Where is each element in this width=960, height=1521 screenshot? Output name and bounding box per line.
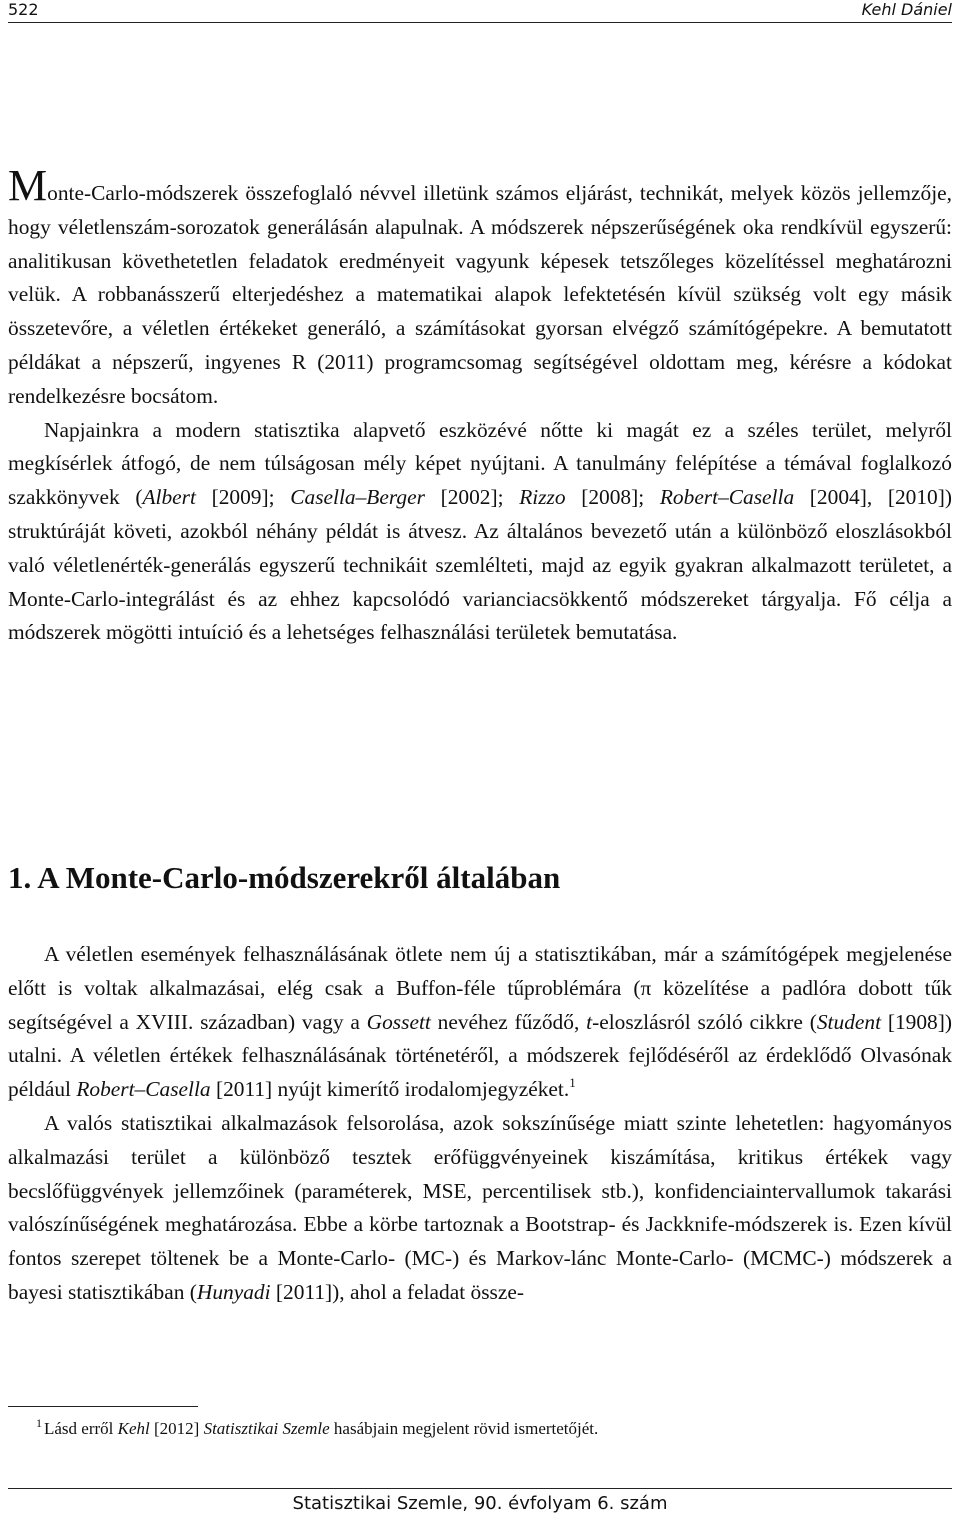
- page-number: 522: [8, 0, 39, 19]
- running-author: Kehl Dániel: [861, 0, 952, 19]
- drop-cap: M: [8, 161, 48, 210]
- footnote-text: [2012]: [149, 1419, 204, 1438]
- section-1-paragraph-1: [8, 938, 952, 1107]
- citation-student: Student: [816, 1009, 882, 1034]
- running-footer: Statisztikai Szemle, 90. évfolyam 6. szám: [8, 1488, 952, 1519]
- body-text: [2011] nyújt kimerítő irodalomjegyzéket.: [210, 1077, 570, 1102]
- citation-casella-berger: Casella–Berger: [290, 485, 425, 510]
- section-heading: 1. A Monte-Carlo-módszerekről általában: [8, 860, 561, 895]
- footnote: [36, 1416, 944, 1440]
- footnote-reference[interactable]: 1: [569, 1075, 576, 1091]
- intro-text: [2009];: [195, 485, 291, 510]
- section-1-paragraph-2: [8, 1107, 952, 1310]
- body-text: nevéhez fűződő,: [430, 1009, 587, 1034]
- body-text: [1908]) utalni. A véletlen értékek felhasználásának történetéről, a módszerek fejlődéséről az érdeklődő Olvasónak például: [8, 1009, 953, 1102]
- section-1-body: [8, 938, 952, 1310]
- footnote-mark: 1: [36, 1416, 42, 1430]
- citation-hunyadi: Hunyadi: [196, 1279, 271, 1304]
- pi-symbol: π: [640, 975, 652, 1000]
- intro-text: onte-Carlo-módszerek összefoglaló névvel illetünk számos eljárást, technikát, melyek közös jellemzője, hogy véletlenszám-sorozatok generálásán alapulnak. A módszerek népszerűségének oka rendkívül egyszerű: analitikusan követhetetlen feladatok eredményeit vagyunk képesek tetszőleges közelítéssel meghatározni velük. A robbanásszerű elterjedéshez a matematikai alapok lefektetésén kívül szükség volt egy másik összetevőre, a véletlen értékeket generáló, a számításokat gyorsan elvégző számítógépekre. A bemutatott példákat a népszerű, ingyenes R (2011) programcsomag segítségével oldottam meg, kérésre a kódokat rendelkezésre bocsátom.: [8, 181, 952, 408]
- footnote-text: Lásd erről: [44, 1419, 118, 1438]
- journal-name: Statisztikai Szemle: [203, 1419, 330, 1438]
- citation-robert-casella: Robert–Casella: [659, 485, 795, 510]
- running-header: [8, 0, 952, 23]
- body-text: [2011]), ahol a feladat össze-: [270, 1279, 524, 1304]
- footnote-text: hasábjain megjelent rövid ismertetőjét.: [329, 1419, 599, 1438]
- footnote-divider: [8, 1406, 198, 1407]
- intro-text: [2008];: [565, 485, 660, 510]
- intro-text: [2002];: [424, 485, 520, 510]
- citation-gossett: Gossett: [366, 1009, 431, 1034]
- body-text: A valós statisztikai alkalmazások felsorolása, azok sokszínűsége miatt szinte lehetetlen: hagyományos alkalmazási terület a különböző tesztek erőfüggvényeinek kiszámítása, kritikus értékek vagy becslőfüggvények jellemzőinek (paraméterek, MSE, percentilisek stb.), konfidenciaintervallumok takarási valószínűségének meghatározása. Ebbe a körbe tartoznak a Bootstrap- és Jackknife-módszerek is. Ezen kívül fontos szerepet töltenek be a Monte-Carlo- (MC-) és Markov-lánc Monte-Carlo- (MCMC-) módszerek a bayesi statisztikában (: [8, 1110, 952, 1304]
- intro-paragraph-1: [8, 161, 952, 414]
- citation-kehl: Kehl: [117, 1419, 150, 1438]
- body-text: A véletlen események felhasználásának ötlete nem új a statisztikában, már a számítógépek megjelenése előtt is voltak alkalmazásai, elég csak a Buffon-féle tűproblémára (: [8, 942, 952, 1000]
- intro-text: [2004], [2010]) struktúráját követi, azokból néhány példát is átvesz. Az általános bevezető után a különböző eloszlásokból való véletlenérték-generálás egyszerű technikáit szemlélteti, majd az egyik gyakran alkalmazott területet, a Monte-Carlo-integrálást és az ehhez kapcsolódó varianciacsökkentő módszereket tárgyalja. Fő célja a módszerek mögötti intuíció és a lehetséges felhasználási területek bemutatása.: [8, 485, 952, 645]
- citation-rizzo: Rizzo: [519, 485, 566, 510]
- t-symbol: t: [586, 1009, 593, 1034]
- citation-robert-casella: Robert–Casella: [76, 1077, 211, 1102]
- body-text: -eloszlásról szóló cikkre (: [592, 1009, 817, 1034]
- body-text: közelítése a padlóra dobott tűk segítségével a XVIII. században) vagy a: [8, 975, 952, 1034]
- intro-paragraph-2: [8, 414, 952, 651]
- citation-albert: Albert: [142, 485, 196, 510]
- intro-section: [8, 161, 952, 650]
- intro-text: Napjainkra a modern statisztika alapvető eszközévé nőtte ki magát ez a széles terület, melyről megkísérlek átfogó, de nem túlságosan mély képet nyújtani. A tanulmány felépítése a témával foglalkozó szakkönyvek (: [8, 417, 952, 510]
